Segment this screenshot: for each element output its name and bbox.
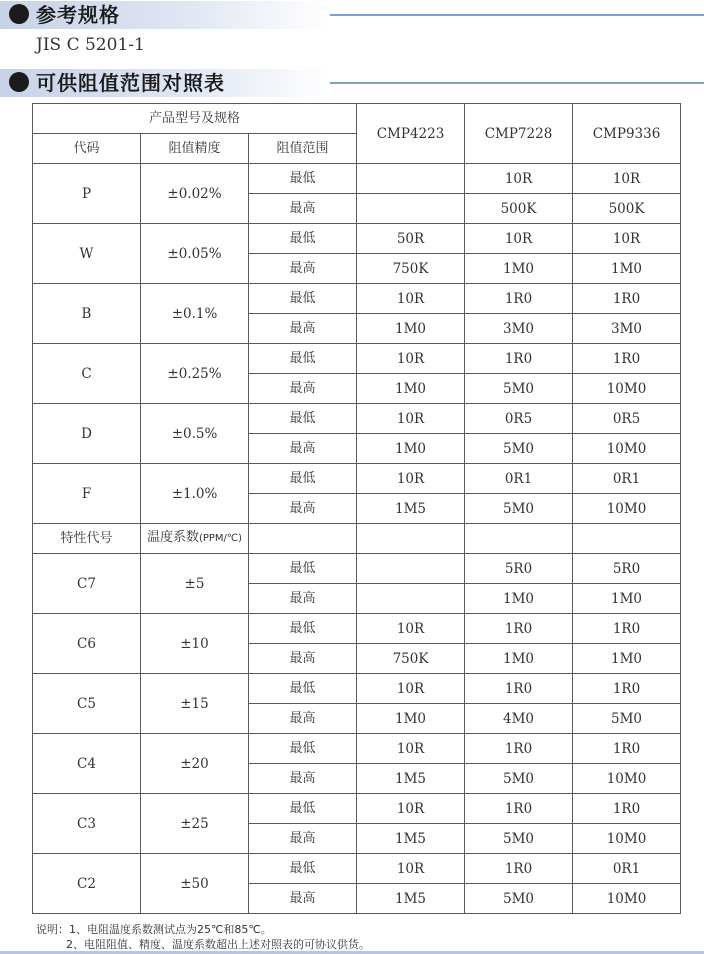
max-value-cell: 5M0 — [465, 374, 573, 404]
bullet-icon — [9, 4, 29, 24]
min-value-cell: 10R — [357, 284, 465, 314]
model-header: CMP4223 — [357, 104, 465, 164]
precision-cell: ±0.5% — [141, 404, 249, 464]
min-value-cell: 10R — [357, 404, 465, 434]
range-min-label: 最低 — [249, 794, 357, 824]
min-value-cell: 0R1 — [573, 464, 681, 494]
max-value-cell: 5M0 — [465, 494, 573, 524]
empty-cell — [573, 524, 681, 554]
max-value-cell: 1M0 — [357, 314, 465, 344]
max-value-cell — [357, 584, 465, 614]
table-header-row — [33, 104, 681, 134]
max-value-cell: 750K — [357, 644, 465, 674]
range-min-label: 最低 — [249, 404, 357, 434]
range-max-label: 最高 — [249, 704, 357, 734]
tcr-code-cell: C2 — [33, 854, 141, 914]
table-row — [33, 734, 681, 764]
min-value-cell: 1R0 — [465, 284, 573, 314]
range-max-label: 最高 — [249, 884, 357, 914]
range-max-label: 最高 — [249, 584, 357, 614]
range-min-label: 最低 — [249, 734, 357, 764]
range-min-label: 最低 — [249, 854, 357, 884]
note-line-1: 说明：1、电阻温度系数测试点为25℃和85℃。 — [36, 923, 272, 936]
tcr-coef-cell: ±20 — [141, 734, 249, 794]
precision-cell: ±0.25% — [141, 344, 249, 404]
group-header: 产品型号及规格 — [33, 104, 357, 134]
range-max-label: 最高 — [249, 434, 357, 464]
min-value-cell: 10R — [465, 164, 573, 194]
max-value-cell: 3M0 — [573, 314, 681, 344]
range-max-label: 最高 — [249, 824, 357, 854]
max-value-cell: 5M0 — [465, 434, 573, 464]
max-value-cell: 10M0 — [573, 824, 681, 854]
max-value-cell: 1M0 — [357, 374, 465, 404]
header-rule — [330, 82, 704, 84]
min-value-cell: 50R — [357, 224, 465, 254]
min-value-cell: 10R — [357, 464, 465, 494]
max-value-cell: 1M0 — [465, 584, 573, 614]
precision-cell: ±1.0% — [141, 464, 249, 524]
range-max-label: 最高 — [249, 494, 357, 524]
min-value-cell: 10R — [357, 794, 465, 824]
table-row — [33, 614, 681, 644]
range-max-label: 最高 — [249, 374, 357, 404]
tcr-coef-cell: ±15 — [141, 674, 249, 734]
precision-header: 阻值精度 — [141, 134, 249, 164]
range-min-label: 最低 — [249, 614, 357, 644]
tolerance-code-cell: F — [33, 464, 141, 524]
table-row — [33, 674, 681, 704]
max-value-cell: 1M5 — [357, 884, 465, 914]
max-value-cell: 1M0 — [573, 254, 681, 284]
range-max-label: 最高 — [249, 254, 357, 284]
min-value-cell: 10R — [357, 614, 465, 644]
table-row — [33, 224, 681, 254]
min-value-cell: 1R0 — [573, 344, 681, 374]
range-max-label: 最高 — [249, 644, 357, 674]
min-value-cell: 1R0 — [465, 614, 573, 644]
section-title: 可供阻值范围对照表 — [36, 71, 225, 95]
precision-cell: ±0.05% — [141, 224, 249, 284]
min-value-cell: 1R0 — [465, 344, 573, 374]
range-max-label: 最高 — [249, 194, 357, 224]
tcr-coef-header — [141, 524, 249, 554]
min-value-cell: 1R0 — [465, 734, 573, 764]
precision-cell: ±0.02% — [141, 164, 249, 224]
min-value-cell — [357, 554, 465, 584]
max-value-cell: 10M0 — [573, 434, 681, 464]
table-row — [33, 164, 681, 194]
tcr-coef-cell: ±5 — [141, 554, 249, 614]
tolerance-code-cell: W — [33, 224, 141, 284]
max-value-cell: 4M0 — [465, 704, 573, 734]
max-value-cell: 5M0 — [465, 764, 573, 794]
standard-label: JIS C 5201-1 — [36, 35, 145, 55]
tcr-coef-label: 温度系数 — [146, 530, 199, 545]
min-value-cell: 10R — [573, 224, 681, 254]
model-header: CMP9336 — [573, 104, 681, 164]
min-value-cell: 0R5 — [573, 404, 681, 434]
min-value-cell: 10R — [573, 164, 681, 194]
empty-cell — [357, 524, 465, 554]
tolerance-code-cell: D — [33, 404, 141, 464]
range-min-label: 最低 — [249, 164, 357, 194]
table-row — [33, 854, 681, 884]
empty-cell — [249, 524, 357, 554]
tcr-coef-cell: ±50 — [141, 854, 249, 914]
max-value-cell: 1M0 — [573, 644, 681, 674]
range-min-label: 最低 — [249, 464, 357, 494]
range-max-label: 最高 — [249, 764, 357, 794]
tcr-code-cell: C4 — [33, 734, 141, 794]
min-value-cell: 10R — [357, 674, 465, 704]
tolerance-code-cell: C — [33, 344, 141, 404]
max-value-cell: 1M5 — [357, 494, 465, 524]
max-value-cell: 10M0 — [573, 884, 681, 914]
tcr-code-cell: C3 — [33, 794, 141, 854]
min-value-cell: 1R0 — [465, 674, 573, 704]
min-value-cell: 1R0 — [465, 854, 573, 884]
max-value-cell — [357, 194, 465, 224]
max-value-cell: 1M5 — [357, 764, 465, 794]
max-value-cell: 1M0 — [465, 254, 573, 284]
min-value-cell: 10R — [357, 734, 465, 764]
max-value-cell: 1M0 — [357, 434, 465, 464]
min-value-cell: 5R0 — [465, 554, 573, 584]
precision-cell: ±0.1% — [141, 284, 249, 344]
min-value-cell: 0R5 — [465, 404, 573, 434]
max-value-cell: 1M5 — [357, 824, 465, 854]
max-value-cell: 5M0 — [573, 704, 681, 734]
tcr-coef-unit: (PPM/℃) — [198, 533, 243, 544]
min-value-cell: 1R0 — [573, 734, 681, 764]
table-row — [33, 404, 681, 434]
code-header: 代码 — [33, 134, 141, 164]
max-value-cell: 500K — [573, 194, 681, 224]
range-min-label: 最低 — [249, 224, 357, 254]
tcr-code-cell: C7 — [33, 554, 141, 614]
max-value-cell: 1M0 — [465, 644, 573, 674]
range-min-label: 最低 — [249, 284, 357, 314]
tcr-code-cell: C5 — [33, 674, 141, 734]
max-value-cell: 1M0 — [573, 584, 681, 614]
max-value-cell: 10M0 — [573, 494, 681, 524]
max-value-cell: 10M0 — [573, 374, 681, 404]
min-value-cell: 1R0 — [573, 794, 681, 824]
range-header: 阻值范围 — [249, 134, 357, 164]
empty-cell — [465, 524, 573, 554]
max-value-cell: 5M0 — [465, 824, 573, 854]
min-value-cell: 1R0 — [573, 284, 681, 314]
max-value-cell: 750K — [357, 254, 465, 284]
table-row — [33, 344, 681, 374]
min-value-cell: 10R — [357, 854, 465, 884]
tcr-code-cell: C6 — [33, 614, 141, 674]
tcr-coef-cell: ±25 — [141, 794, 249, 854]
table-row — [33, 794, 681, 824]
max-value-cell: 5M0 — [465, 884, 573, 914]
min-value-cell: 1R0 — [573, 614, 681, 644]
min-value-cell: 1R0 — [573, 674, 681, 704]
tcr-code-header: 特性代号 — [33, 524, 141, 554]
range-min-label: 最低 — [249, 674, 357, 704]
min-value-cell: 10R — [465, 224, 573, 254]
bullet-icon — [9, 72, 29, 92]
tolerance-code-cell: B — [33, 284, 141, 344]
max-value-cell: 500K — [465, 194, 573, 224]
min-value-cell: 0R1 — [573, 854, 681, 884]
section-header-reference-spec — [0, 1, 330, 29]
range-min-label: 最低 — [249, 554, 357, 584]
section-title: 参考规格 — [36, 3, 120, 27]
min-value-cell: 10R — [357, 344, 465, 374]
min-value-cell: 1R0 — [465, 794, 573, 824]
tcr-header-row — [33, 524, 681, 554]
min-value-cell: 5R0 — [573, 554, 681, 584]
max-value-cell: 1M0 — [357, 704, 465, 734]
range-min-label: 最低 — [249, 344, 357, 374]
table-row — [33, 284, 681, 314]
header-rule — [330, 14, 704, 16]
section-header-resistance-table — [0, 69, 330, 97]
table-row — [33, 464, 681, 494]
range-max-label: 最高 — [249, 314, 357, 344]
note-line-2: 2、电阻阻值、精度、温度系数超出上述对照表的可协议供货。 — [66, 938, 370, 951]
tolerance-code-cell: P — [33, 164, 141, 224]
resistance-range-table — [32, 103, 681, 914]
max-value-cell: 3M0 — [465, 314, 573, 344]
max-value-cell: 10M0 — [573, 764, 681, 794]
min-value-cell: 0R1 — [465, 464, 573, 494]
model-header: CMP7228 — [465, 104, 573, 164]
tcr-coef-cell: ±10 — [141, 614, 249, 674]
table-row — [33, 554, 681, 584]
min-value-cell — [357, 164, 465, 194]
